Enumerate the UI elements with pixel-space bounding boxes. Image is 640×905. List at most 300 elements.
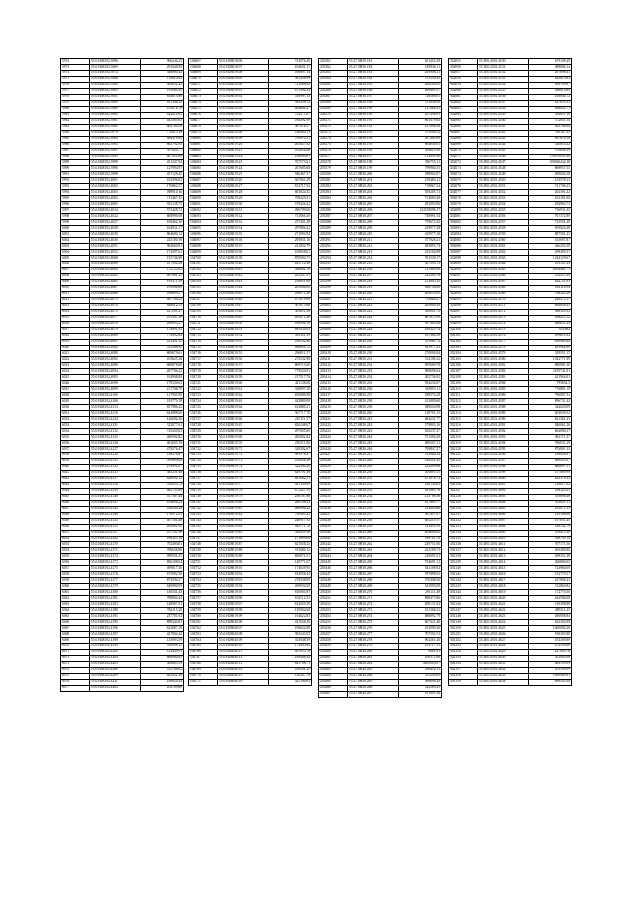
amount-cell: 302756.92 bbox=[399, 375, 442, 381]
amount-cell: 709847.27 bbox=[399, 446, 442, 452]
row-id-cell: 104668 bbox=[189, 64, 218, 70]
code-cell: 55.0.H28040.08 bbox=[218, 632, 269, 638]
code-cell: 55.0.H28019.79 bbox=[218, 494, 269, 500]
code-cell: 55.3E0.4501.4551 bbox=[478, 184, 529, 190]
code-cell: 55.3E0.4501.4554 bbox=[478, 202, 529, 208]
amount-cell: 297806.22 bbox=[269, 226, 312, 232]
amount-cell: 123603.32 bbox=[399, 279, 442, 285]
code-cell: 55.0.H48192.3960 bbox=[90, 106, 141, 112]
row-id-cell: 302128 bbox=[449, 494, 478, 500]
row-id-cell: 203467 bbox=[319, 691, 348, 697]
row-id-cell: 203368 bbox=[319, 100, 348, 106]
row-id-cell: 203438 bbox=[319, 518, 348, 524]
code-cell: 55.0.H28019.50 bbox=[218, 321, 269, 327]
amount-cell: 383995.74 bbox=[399, 244, 442, 250]
amount-cell: 166404.11 bbox=[269, 130, 312, 136]
row-id-cell: 302151 bbox=[449, 632, 478, 638]
amount-cell: 299323.74 bbox=[399, 327, 442, 333]
amount-cell: 491611.36 bbox=[269, 309, 312, 315]
amount-cell: 845771.78 bbox=[269, 524, 312, 530]
row-id-cell: 104688 bbox=[189, 184, 218, 190]
data-table-1 bbox=[60, 58, 184, 692]
row-id-cell: 5987 bbox=[61, 148, 90, 154]
code-cell: 55.0.H28019.32 bbox=[218, 214, 269, 220]
amount-cell: 259484.12 bbox=[399, 178, 442, 184]
code-cell: 55.27.0H30.201 bbox=[348, 178, 399, 184]
amount-cell: 318903.11 bbox=[399, 387, 442, 393]
amount-cell: 318053.72 bbox=[141, 482, 184, 488]
amount-cell: 437456.05 bbox=[399, 112, 442, 118]
amount-cell: 104601.17 bbox=[269, 64, 312, 70]
code-cell: 55.3E0.4501.4585 bbox=[478, 387, 529, 393]
code-cell: 55.0.H48192.4113 bbox=[90, 405, 141, 411]
code-cell: 55.0.H28040.07 bbox=[218, 626, 269, 632]
code-cell: 55.27.0H30.274 bbox=[348, 614, 399, 620]
row-id-cell: 6054 bbox=[61, 548, 90, 554]
code-cell: 55.0.H28019.66 bbox=[218, 417, 269, 423]
code-cell: 55.27.0H30.252 bbox=[348, 482, 399, 488]
row-id-cell: 203449 bbox=[319, 584, 348, 590]
code-cell: 55.3E0.4501.4603 bbox=[478, 494, 529, 500]
amount-cell: 513566.82 bbox=[141, 345, 184, 351]
code-cell: 55.0.H48192.4070 bbox=[90, 303, 141, 309]
amount-cell: 896245.58 bbox=[529, 679, 572, 685]
row-id-cell: 104752 bbox=[189, 566, 218, 572]
code-cell: 55.3E0.4501.4575 bbox=[478, 327, 529, 333]
row-id-cell: 203460 bbox=[319, 649, 348, 655]
amount-cell: 472556.60 bbox=[529, 643, 572, 649]
row-id-cell: 104698 bbox=[189, 244, 218, 250]
row-id-cell: 6046 bbox=[61, 500, 90, 506]
amount-cell: 616201.45 bbox=[399, 458, 442, 464]
code-cell: 55.3E0.4501.4566 bbox=[478, 273, 529, 279]
row-id-cell: 104691 bbox=[189, 202, 218, 208]
row-id-cell: 203455 bbox=[319, 620, 348, 626]
row-id-cell: 203380 bbox=[319, 172, 348, 178]
row-id-cell: 6000 bbox=[61, 226, 90, 232]
row-id-cell: 302079 bbox=[449, 202, 478, 208]
row-id-cell: 6033 bbox=[61, 423, 90, 429]
row-id-cell: 302116 bbox=[449, 423, 478, 429]
row-id-cell: 6051 bbox=[61, 530, 90, 536]
amount-cell: 257401.28 bbox=[269, 220, 312, 226]
row-id-cell: 302146 bbox=[449, 602, 478, 608]
code-cell: 55.27.0H30.186 bbox=[348, 88, 399, 94]
code-cell: 55.27.0H30.287 bbox=[348, 691, 399, 697]
code-cell: 55.0.H48192.4157 bbox=[90, 530, 141, 536]
row-id-cell: 104714 bbox=[189, 339, 218, 345]
code-cell: 55.27.0H30.266 bbox=[348, 566, 399, 572]
code-cell: 55.27.0H30.265 bbox=[348, 560, 399, 566]
amount-cell: 298871.56 bbox=[269, 291, 312, 297]
row-id-cell: 302143 bbox=[449, 584, 478, 590]
row-id-cell: 203445 bbox=[319, 560, 348, 566]
row-id-cell: 104736 bbox=[189, 470, 218, 476]
amount-cell: 837986.42 bbox=[141, 405, 184, 411]
row-id-cell: 104695 bbox=[189, 226, 218, 232]
amount-cell: 419977.28 bbox=[399, 232, 442, 238]
amount-cell: 686903.87 bbox=[529, 458, 572, 464]
code-cell: 55.27.0H30.191 bbox=[348, 118, 399, 124]
code-cell: 55.0.H48192.4116 bbox=[90, 411, 141, 417]
table-row bbox=[189, 679, 312, 685]
amount-cell: 725430.63 bbox=[141, 429, 184, 435]
row-id-cell: 302156 bbox=[449, 661, 478, 667]
amount-cell: 995576.37 bbox=[269, 452, 312, 458]
row-id-cell: 104718 bbox=[189, 363, 218, 369]
row-id-cell: 203413 bbox=[319, 369, 348, 375]
amount-cell: 731866.30 bbox=[269, 214, 312, 220]
row-id-cell: 203366 bbox=[319, 88, 348, 94]
row-id-cell: 302152 bbox=[449, 637, 478, 643]
code-cell: 55.3E0.4501.4545 bbox=[478, 148, 529, 154]
code-cell: 55.0.H28019.95 bbox=[218, 590, 269, 596]
code-cell: 55.3E0.4501.4535 bbox=[478, 88, 529, 94]
row-id-cell: 302126 bbox=[449, 482, 478, 488]
code-cell: 55.0.H28018.96 bbox=[218, 118, 269, 124]
row-id-cell: 104696 bbox=[189, 232, 218, 238]
code-cell: 55.0.H48192.4131 bbox=[90, 458, 141, 464]
amount-cell: 806998.22 bbox=[269, 506, 312, 512]
code-cell: 55.0.H28019.31 bbox=[218, 208, 269, 214]
amount-cell: 864680.14 bbox=[141, 232, 184, 238]
amount-cell: 102396.82 bbox=[141, 178, 184, 184]
code-cell: 55.27.0H30.225 bbox=[348, 321, 399, 327]
amount-cell: 1195741.91 bbox=[529, 369, 572, 375]
code-cell: 55.27.0H30.189 bbox=[348, 106, 399, 112]
row-id-cell: 104757 bbox=[189, 596, 218, 602]
row-id-cell: 104768 bbox=[189, 661, 218, 667]
amount-cell: 1090089.41 bbox=[529, 673, 572, 679]
code-cell: 55.3E0.4501.4616 bbox=[478, 572, 529, 578]
amount-cell: 489866.14 bbox=[529, 64, 572, 70]
amount-cell: 164931.17 bbox=[141, 226, 184, 232]
amount-cell: 102789.60 bbox=[141, 685, 184, 691]
amount-cell: 419977.28 bbox=[399, 226, 442, 232]
row-id-cell: 302093 bbox=[449, 285, 478, 291]
row-id-cell: 6029 bbox=[61, 399, 90, 405]
row-id-cell: 302121 bbox=[449, 452, 478, 458]
code-cell: 55.3E0.4501.4608 bbox=[478, 524, 529, 530]
code-cell: 55.0.H48192.4144 bbox=[90, 506, 141, 512]
amount-cell: 686878.68 bbox=[141, 363, 184, 369]
amount-cell: 143603.60 bbox=[399, 506, 442, 512]
row-id-cell: 302131 bbox=[449, 512, 478, 518]
amount-cell: 608996.08 bbox=[141, 214, 184, 220]
amount-cell: 416044.72 bbox=[529, 94, 572, 100]
amount-cell: 871227.59 bbox=[269, 488, 312, 494]
code-cell: 55.0.H28019.64 bbox=[218, 405, 269, 411]
code-cell: 55.0.H48192.3972 bbox=[90, 70, 141, 76]
row-id-cell: 302114 bbox=[449, 411, 478, 417]
code-cell: 55.27.0H30.264 bbox=[348, 554, 399, 560]
row-id-cell: 302098 bbox=[449, 315, 478, 321]
code-cell: 55.0.H48192.3998 bbox=[90, 160, 141, 166]
amount-cell: 461603.18 bbox=[141, 441, 184, 447]
amount-cell: 931138.75 bbox=[141, 202, 184, 208]
code-cell: 55.3E0.4501.4631 bbox=[478, 661, 529, 667]
code-cell: 55.0.H48192.4092 bbox=[90, 357, 141, 363]
amount-cell: 442302.99 bbox=[529, 620, 572, 626]
amount-cell: 205906.21 bbox=[399, 70, 442, 76]
amount-cell: 451347.94 bbox=[141, 160, 184, 166]
row-id-cell: 5976 bbox=[61, 82, 90, 88]
row-id-cell: 203459 bbox=[319, 643, 348, 649]
amount-cell: 921977.25 bbox=[399, 345, 442, 351]
code-cell: 55.27.0H30.280 bbox=[348, 649, 399, 655]
code-cell: 55.0.H48192.4027 bbox=[90, 220, 141, 226]
amount-cell: 174891.92 bbox=[141, 327, 184, 333]
code-cell: 55.3E0.4501.4593 bbox=[478, 435, 529, 441]
code-cell: 55.3E0.4501.4590 bbox=[478, 417, 529, 423]
amount-cell: 381065.76 bbox=[399, 488, 442, 494]
row-id-cell: 302117 bbox=[449, 429, 478, 435]
code-cell: 55.27.0H30.200 bbox=[348, 172, 399, 178]
amount-cell: 215708.36 bbox=[399, 494, 442, 500]
amount-cell: 607421.40 bbox=[399, 620, 442, 626]
row-id-cell: 104686 bbox=[189, 172, 218, 178]
amount-cell: 105625.36 bbox=[141, 357, 184, 363]
amount-cell: 1460692.36 bbox=[529, 626, 572, 632]
code-cell: 55.27.0H30.188 bbox=[348, 100, 399, 106]
code-cell: 55.27.0H30.255 bbox=[348, 500, 399, 506]
amount-cell: 168292.09 bbox=[269, 118, 312, 124]
amount-cell: 230532.86 bbox=[269, 339, 312, 345]
row-id-cell: 302073 bbox=[449, 166, 478, 172]
amount-cell: 189308.18 bbox=[269, 321, 312, 327]
code-cell: 55.3E0.4501.4543 bbox=[478, 136, 529, 142]
code-cell: 55.27.0H30.246 bbox=[348, 446, 399, 452]
row-id-cell: 302084 bbox=[449, 232, 478, 238]
amount-cell: 417291.27 bbox=[141, 309, 184, 315]
code-cell: 55.27.0H30.198 bbox=[348, 160, 399, 166]
row-id-cell: 6025 bbox=[61, 375, 90, 381]
row-id-cell: 302080 bbox=[449, 208, 478, 214]
amount-cell: 826248.67 bbox=[269, 423, 312, 429]
code-cell: 55.0.H48192.4195 bbox=[90, 620, 141, 626]
row-id-cell: 302096 bbox=[449, 303, 478, 309]
amount-cell: 278338.99 bbox=[269, 578, 312, 584]
amount-cell: 392121.35 bbox=[269, 333, 312, 339]
amount-cell: 751304.29 bbox=[399, 435, 442, 441]
amount-cell: 675992.56 bbox=[141, 572, 184, 578]
amount-cell: 471076.72 bbox=[399, 476, 442, 482]
code-cell: 55.0.H28019.30 bbox=[218, 202, 269, 208]
amount-cell: 127068.25 bbox=[399, 106, 442, 112]
code-cell: 55.3E0.4501.4549 bbox=[478, 172, 529, 178]
row-id-cell: 203425 bbox=[319, 441, 348, 447]
row-id-cell: 104742 bbox=[189, 506, 218, 512]
amount-cell: 471079.69 bbox=[269, 297, 312, 303]
row-id-cell: 104770 bbox=[189, 673, 218, 679]
row-id-cell: 203457 bbox=[319, 632, 348, 638]
code-cell: 55.27.0H30.223 bbox=[348, 309, 399, 315]
amount-cell: 261247.53 bbox=[269, 273, 312, 279]
amount-cell: 348802.76 bbox=[269, 267, 312, 273]
row-id-cell: 5984 bbox=[61, 130, 90, 136]
amount-cell: 379139.45 bbox=[399, 76, 442, 82]
code-cell: 55.0.H48192.4099 bbox=[90, 387, 141, 393]
row-id-cell: 203424 bbox=[319, 435, 348, 441]
amount-cell: 296325.16 bbox=[141, 536, 184, 542]
row-id-cell: 6043 bbox=[61, 482, 90, 488]
row-id-cell: 104755 bbox=[189, 584, 218, 590]
row-id-cell: 302074 bbox=[449, 172, 478, 178]
code-cell: 55.3E0.4501.4536 bbox=[478, 94, 529, 100]
row-id-cell: 203429 bbox=[319, 464, 348, 470]
amount-cell: 603024.35 bbox=[269, 190, 312, 196]
amount-cell: 269932.69 bbox=[269, 584, 312, 590]
amount-cell: 899611.82 bbox=[529, 333, 572, 339]
code-cell: 55.0.H48192.4068 bbox=[90, 255, 141, 261]
amount-cell: 193779.19 bbox=[141, 399, 184, 405]
amount-cell: 701906.52 bbox=[399, 130, 442, 136]
amount-cell: 787899.03 bbox=[399, 572, 442, 578]
amount-cell: 124518096.17 bbox=[399, 208, 442, 214]
row-id-cell: 203388 bbox=[319, 220, 348, 226]
code-cell: 55.3E0.4501.4564 bbox=[478, 261, 529, 267]
row-id-cell: 5994 bbox=[61, 190, 90, 196]
row-id-cell: 6001 bbox=[61, 232, 90, 238]
amount-cell: 176862.57 bbox=[141, 184, 184, 190]
row-id-cell: 302135 bbox=[449, 536, 478, 542]
code-cell: 55.0.H48192.4138 bbox=[90, 482, 141, 488]
code-cell: 55.3E0.4501.4565 bbox=[478, 267, 529, 273]
amount-cell: 999501.25 bbox=[141, 554, 184, 560]
row-id-cell: 302155 bbox=[449, 655, 478, 661]
amount-cell: 767171.36 bbox=[529, 542, 572, 548]
code-cell: 55.0.H48192.4172 bbox=[90, 554, 141, 560]
amount-cell: 140130.63 bbox=[399, 482, 442, 488]
code-cell: 55.3E0.4501.4609 bbox=[478, 530, 529, 536]
row-id-cell: 302078 bbox=[449, 196, 478, 202]
amount-cell: 397824.77 bbox=[141, 148, 184, 154]
amount-cell: 854613.98 bbox=[141, 94, 184, 100]
row-id-cell: 302122 bbox=[449, 458, 478, 464]
row-id-cell: 203456 bbox=[319, 626, 348, 632]
row-id-cell: 302120 bbox=[449, 446, 478, 452]
row-id-cell: 203410 bbox=[319, 351, 348, 357]
row-id-cell: 203428 bbox=[319, 458, 348, 464]
code-cell: 55.3E0.4501.4540 bbox=[478, 118, 529, 124]
code-cell: 55.3E0.4501.4580 bbox=[478, 357, 529, 363]
code-cell: 55.0.H28019.75 bbox=[218, 470, 269, 476]
code-cell: 55.27.0H30.218 bbox=[348, 279, 399, 285]
amount-cell: 311081.72 bbox=[399, 339, 442, 345]
row-id-cell: 302091 bbox=[449, 273, 478, 279]
code-cell: 55.0.H28019.45 bbox=[218, 291, 269, 297]
amount-cell: 295071.53 bbox=[529, 506, 572, 512]
amount-cell: 803379.63 bbox=[399, 118, 442, 124]
amount-cell: 799904.55 bbox=[399, 166, 442, 172]
code-cell: 55.3E0.4501.4562 bbox=[478, 250, 529, 256]
code-cell: 55.27.0H30.197 bbox=[348, 154, 399, 160]
amount-cell: 265600.49 bbox=[399, 303, 442, 309]
amount-cell: 393343.93 bbox=[269, 632, 312, 638]
row-id-cell: 203436 bbox=[319, 506, 348, 512]
code-cell: 55.0.H48192.4095 bbox=[90, 375, 141, 381]
amount-cell: 484231.77 bbox=[399, 417, 442, 423]
code-cell: 55.0.H28019.42 bbox=[218, 273, 269, 279]
code-cell: 55.3E0.4501.4587 bbox=[478, 399, 529, 405]
row-id-cell: 203367 bbox=[319, 94, 348, 100]
amount-cell: 967674.16 bbox=[529, 136, 572, 142]
amount-cell: 9681.61 bbox=[399, 649, 442, 655]
amount-cell: 388529.32 bbox=[529, 309, 572, 315]
row-id-cell: 203379 bbox=[319, 166, 348, 172]
amount-cell: 323077.61 bbox=[141, 423, 184, 429]
code-cell: 55.0.H48192.4094 bbox=[90, 369, 141, 375]
row-id-cell: 302072 bbox=[449, 160, 478, 166]
row-id-cell: 5996 bbox=[61, 202, 90, 208]
code-cell: 55.3E0.4501.4613 bbox=[478, 554, 529, 560]
code-cell: 55.0.H28018.92 bbox=[218, 94, 269, 100]
code-cell: 55.0.H28019.94 bbox=[218, 584, 269, 590]
row-id-cell: 203443 bbox=[319, 548, 348, 554]
amount-cell: 266806.05 bbox=[529, 560, 572, 566]
amount-cell: 4653003.07 bbox=[399, 661, 442, 667]
code-cell: 55.0.H48192.4170 bbox=[90, 542, 141, 548]
amount-cell: 724960.09 bbox=[529, 566, 572, 572]
row-id-cell: 302105 bbox=[449, 357, 478, 363]
code-cell: 55.27.0H30.203 bbox=[348, 190, 399, 196]
row-id-cell: 6072 bbox=[61, 655, 90, 661]
row-id-cell: 6044 bbox=[61, 488, 90, 494]
code-cell: 55.0.H28018.07 bbox=[218, 64, 269, 70]
row-id-cell: 6004 bbox=[61, 250, 90, 256]
code-cell: 55.0.H28019.57 bbox=[218, 363, 269, 369]
amount-cell: 664318.84 bbox=[141, 136, 184, 142]
row-id-cell: 104715 bbox=[189, 345, 218, 351]
code-cell: 55.27.0H30.222 bbox=[348, 303, 399, 309]
code-cell: 55.3E0.4501.4567 bbox=[478, 279, 529, 285]
amount-cell: 649890.09 bbox=[141, 584, 184, 590]
row-id-cell: 302140 bbox=[449, 566, 478, 572]
code-cell: 55.0.H28040.12 bbox=[218, 655, 269, 661]
amount-cell: 196622.80 bbox=[269, 626, 312, 632]
row-id-cell: 6047 bbox=[61, 506, 90, 512]
row-id-cell: 302158 bbox=[449, 673, 478, 679]
row-id-cell: 6012 bbox=[61, 297, 90, 303]
amount-cell: 263055.65 bbox=[399, 291, 442, 297]
code-cell: 55.0.H48192.4069 bbox=[90, 261, 141, 267]
amount-cell: 161090.36 bbox=[399, 626, 442, 632]
code-cell: 55.3E0.4501.4600 bbox=[478, 476, 529, 482]
amount-cell: 460904.82 bbox=[141, 435, 184, 441]
code-cell: 55.0.H28019.83 bbox=[218, 518, 269, 524]
amount-cell: 382171.37 bbox=[529, 435, 572, 441]
code-cell: 55.27.0H30.284 bbox=[348, 673, 399, 679]
row-id-cell: 6036 bbox=[61, 441, 90, 447]
code-cell: 55.27.0H30.207 bbox=[348, 214, 399, 220]
code-cell: 55.0.H28019.56 bbox=[218, 357, 269, 363]
code-cell: 55.0.H48192.3984 bbox=[90, 136, 141, 142]
amount-cell: 573428.73 bbox=[141, 208, 184, 214]
code-cell: 55.0.H48192.4079 bbox=[90, 327, 141, 333]
amount-cell: 127894.97 bbox=[141, 166, 184, 172]
amount-cell: 627658.25 bbox=[269, 542, 312, 548]
amount-cell: 309001.72 bbox=[399, 309, 442, 315]
row-id-cell: 104729 bbox=[189, 429, 218, 435]
row-id-cell: 302081 bbox=[449, 214, 478, 220]
code-cell: 55.27.0H30.215 bbox=[348, 261, 399, 267]
table-row bbox=[319, 691, 442, 697]
row-id-cell: 203386 bbox=[319, 208, 348, 214]
amount-cell: 413009.60 bbox=[399, 399, 442, 405]
row-id-cell: 5999 bbox=[61, 220, 90, 226]
row-id-cell: 203416 bbox=[319, 387, 348, 393]
code-cell: 55.27.0H30.260 bbox=[348, 530, 399, 536]
